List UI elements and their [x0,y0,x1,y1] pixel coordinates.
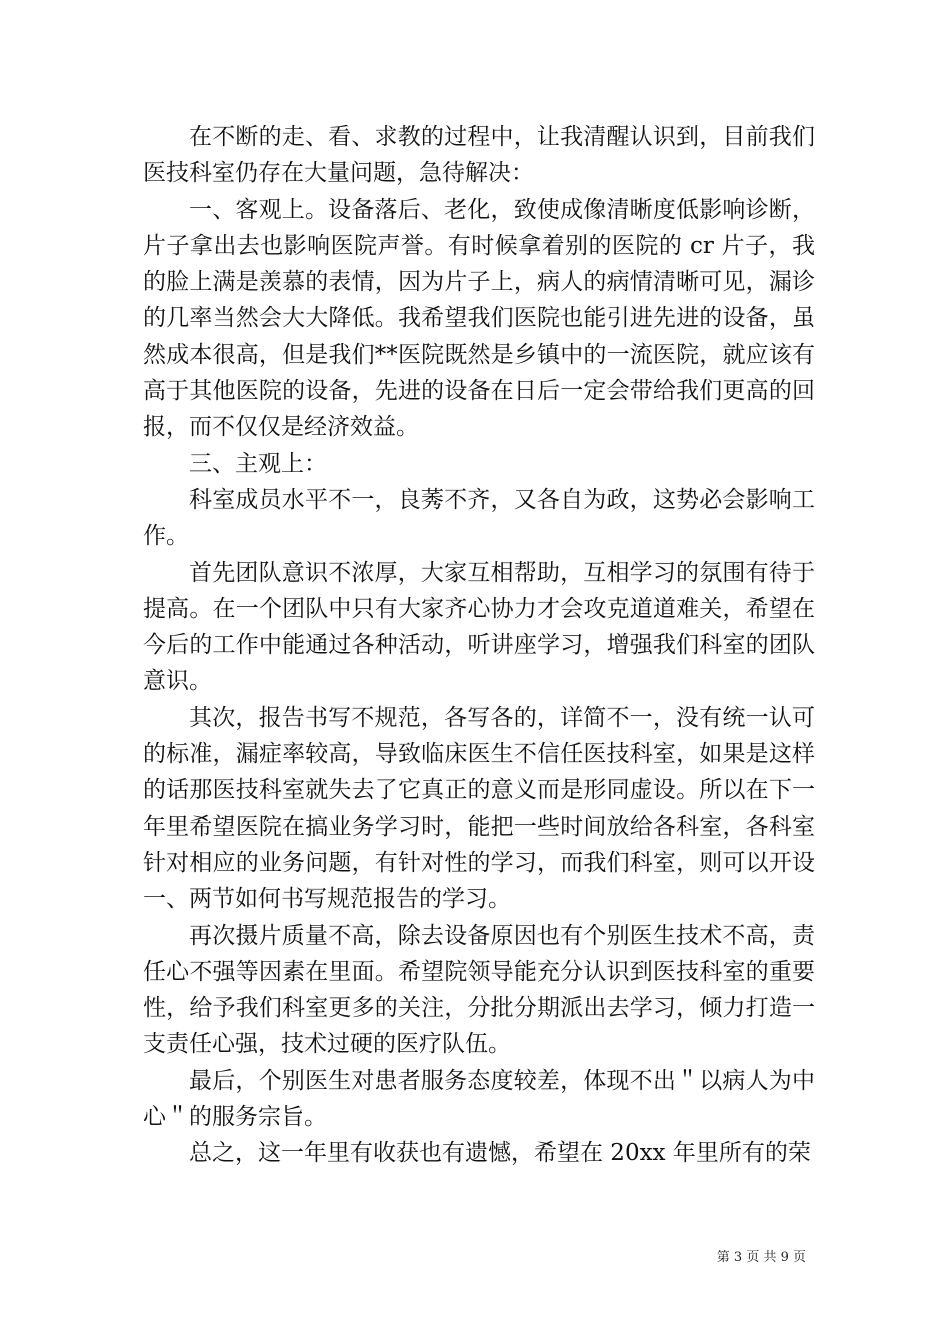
paragraph-service-attitude: 最后，个别医生对患者服务态度较差，体现不出＂以病人为中心＂的服务宗旨。 [143,1067,815,1131]
paragraph-team-awareness: 首先团队意识不浓厚，大家互相帮助，互相学习的氛围有待于提高。在一个团队中只有大家齐心协力才会攻克道道难关，希望在今后的工作中能通过各种活动，听讲座学习，增强我们科室的团队意识。 [143,559,815,695]
paragraph-objective: 一、客观上。设备落后、老化，致使成像清晰度低影响诊断，片子拿出去也影响医院声誉。有时候拿着别的医院的 cr 片子，我的脸上满是羡慕的表情，因为片子上，病人的病情清晰可见，漏诊的几率当然会大大降低。我希望我们医院也能引进先进的设备，虽然成本很高，但是我们**医院既然是乡镇中的一流医院，就应该有高于其他医院的设备，先进的设备在日后一定会带给我们更高的回报，而不仅仅是经济效益。 [143,196,815,441]
paragraph-intro: 在不断的走、看、求教的过程中，让我清醒认识到，目前我们医技科室仍存在大量问题，急待解决： [143,124,815,187]
document-body [143,119,815,1172]
paragraph-report-writing: 其次，报告书写不规范，各写各的，详简不一，没有统一认可的标准，漏症率较高，导致临床医生不信任医技科室，如果是这样的话那医技科室就失去了它真正的意义而是形同虚设。所以在下一年里希望医院在搞业务学习时，能把一些时间放给各科室，各科室针对相应的业务问题，有针对性的学习，而我们科室，则可以开设一、两节如何书写规范报告的学习。 [143,704,815,913]
paragraph-conclusion: 总之，这一年里有收获也有遗憾，希望在 20xx 年里所有的荣 [189,1140,811,1167]
page-number-footer: 第 3 页 共 9 页 [716,1250,806,1265]
paragraph-staff-level: 科室成员水平不一，良莠不齐，又各自为政，这势必会影响工作。 [143,486,815,550]
paragraph-subjective-heading: 三、主观上： [189,450,327,477]
paragraph-film-quality: 再次摄片质量不高，除去设备原因也有个别医生技术不高，责任心不强等因素在里面。希望院领导能充分认识到医技科室的重要性，给予我们科室更多的关注，分批分期派出去学习，倾力打造一支责任心强，技术过硬的医疗队伍。 [143,922,815,1058]
